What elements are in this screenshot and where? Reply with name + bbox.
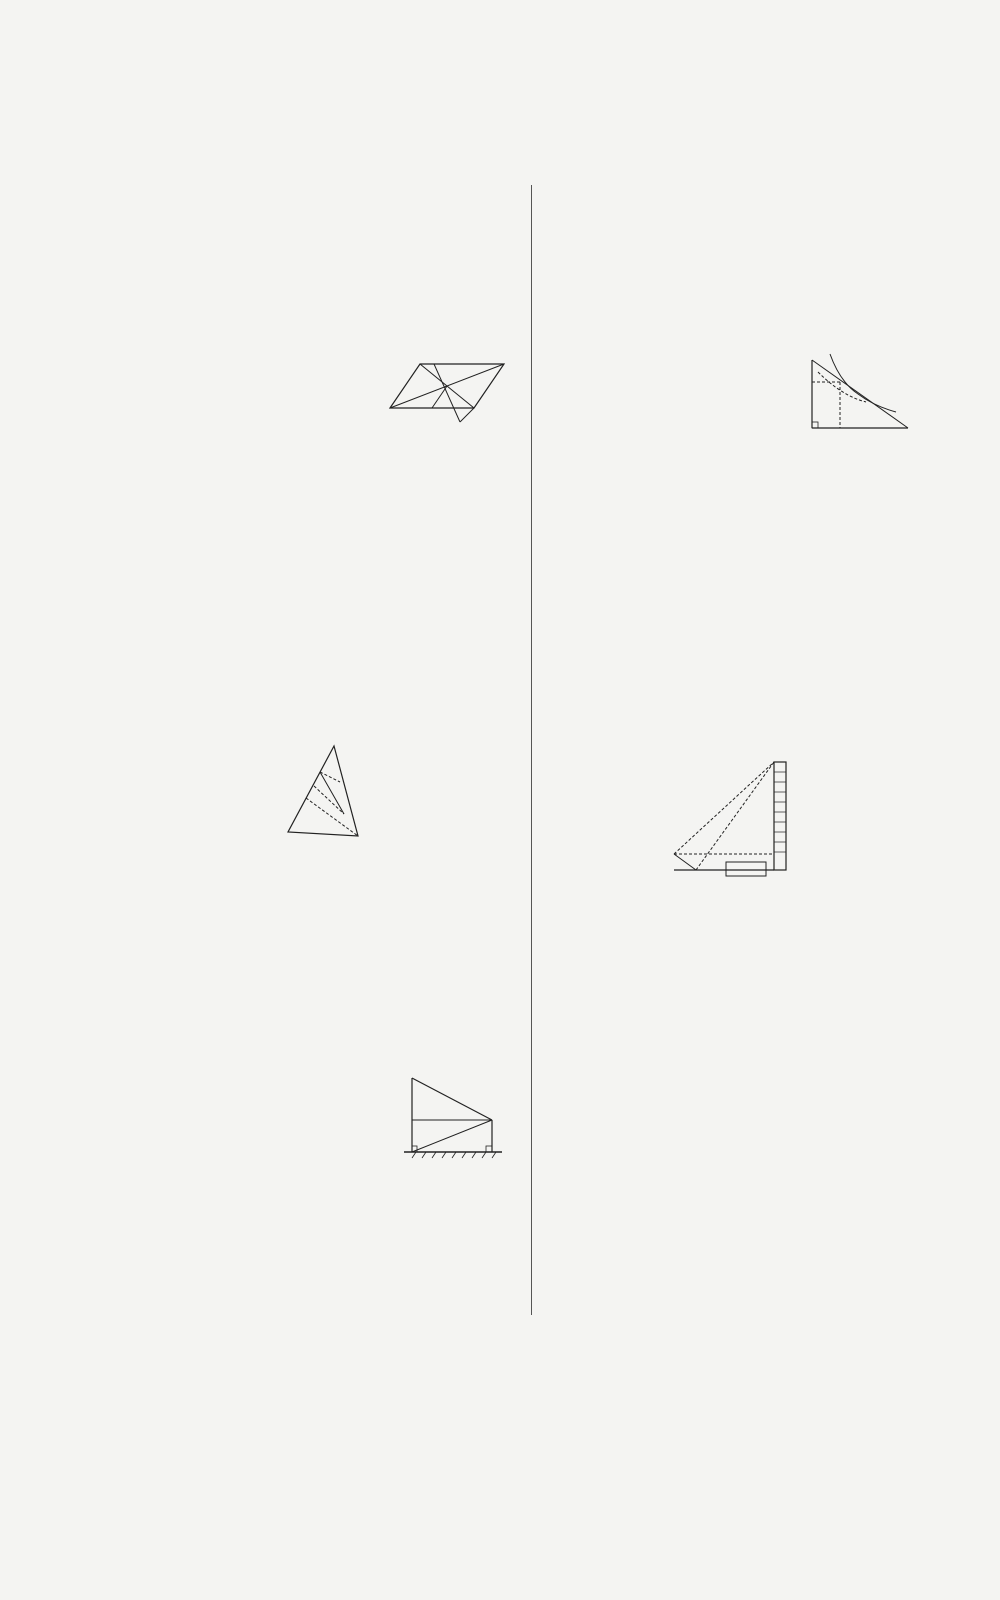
figure-mountain <box>796 352 916 444</box>
figure-building-pole <box>396 1066 511 1168</box>
page-footer <box>838 1357 856 1376</box>
probability-tree-diagram <box>610 1205 860 1283</box>
figure-parallelogram <box>377 40 507 118</box>
figure-tower-river <box>656 756 796 884</box>
figure-parallelogram-abcd <box>382 356 512 434</box>
column-divider <box>531 185 532 1315</box>
figure-triangle-abc <box>276 740 366 842</box>
